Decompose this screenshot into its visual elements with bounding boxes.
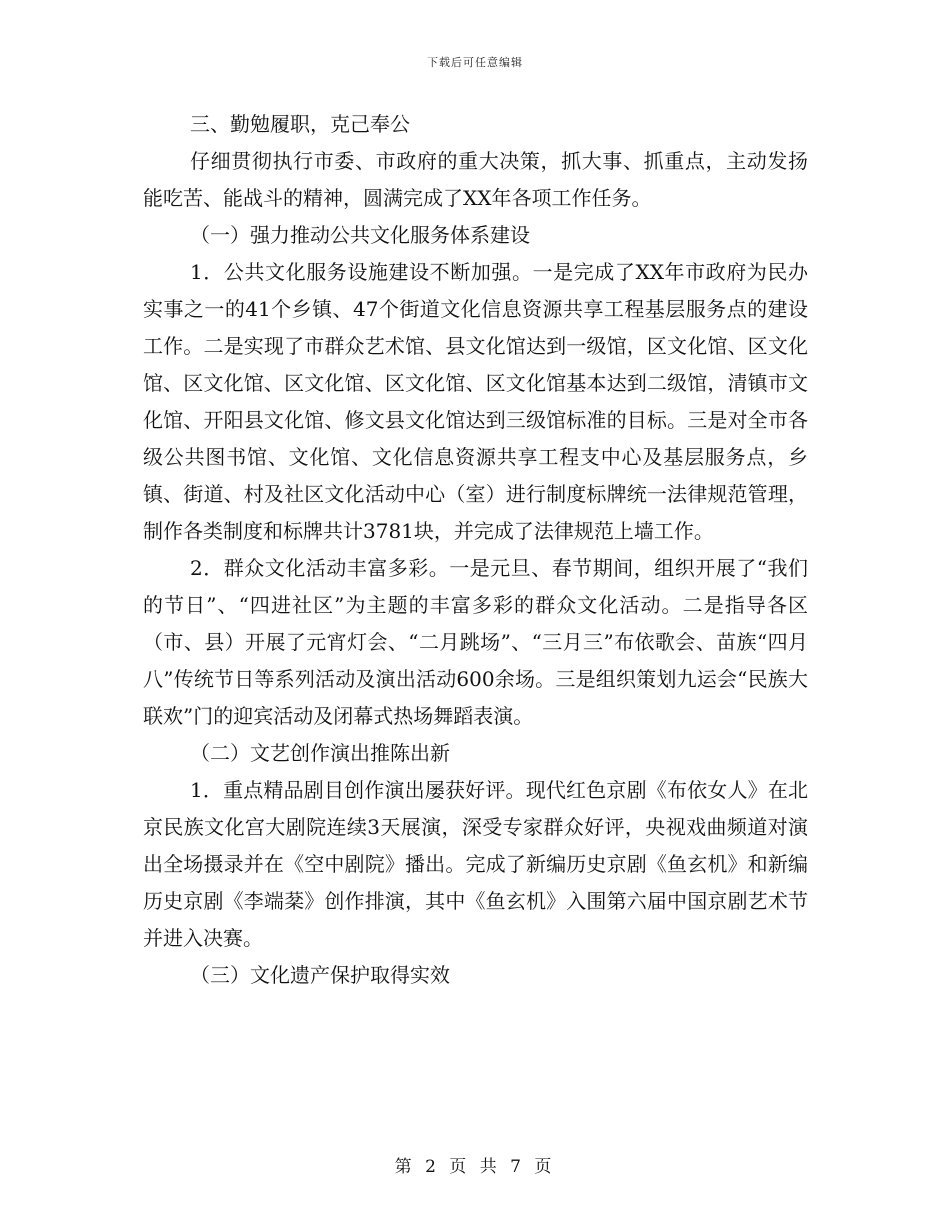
document-body (143, 106, 808, 994)
intro-paragraph: 仔细贯彻执行市委、市政府的重大决策，抓大事、抓重点，主动发扬能吃苦、能战斗的精神，圆满完成了XX年各项工作任务。 (143, 149, 808, 210)
subsection-heading-1: （一）强力推动公共文化服务体系建设 (190, 223, 530, 247)
paragraph-activities: 2．群众文化活动丰富多彩。一是元旦、春节期间，组织开展了“我们的节日”、“四进社区”为主题的丰富多彩的群众文化活动。二是指导各区（市、县）开展了元宵灯会、“二月跳场”、“三月三”布依歌会、苗族“四月八”传统节日等系列活动及演出活动600余场。三是组织策划九运会“民族大联欢”门的迎宾活动及闭幕式热场舞蹈表演。 (143, 556, 808, 728)
paragraph-facilities: 1．公共文化服务设施建设不断加强。一是完成了XX年市政府为民办实事之一的41个乡镇、47个街道文化信息资源共享工程基层服务点的建设工作。二是实现了市群众艺术馆、县文化馆达到一级馆，区文化馆、区文化馆、区文化馆、区文化馆、区文化馆、区文化馆基本达到二级馆，清镇市文化馆、开阳县文化馆、修文县文化馆达到三级馆标准的目标。三是对全市各级公共图书馆、文化馆、文化信息资源共享工程支中心及基层服务点，乡镇、街道、村及社区文化活动中心（室）进行制度标牌统一法律规范管理，制作各类制度和标牌共计3781块，并完成了法律规范上墙工作。 (143, 260, 808, 543)
page-number: 第 2 页 共 7 页 (394, 1157, 556, 1177)
section-heading: 三、勤勉履职，克己奉公 (190, 112, 410, 136)
subsection-heading-2: （二）文艺创作演出推陈出新 (190, 741, 450, 765)
subsection-heading-3: （三）文化遗产保护取得实效 (190, 963, 450, 987)
page-header-note: 下载后可任意编辑 (427, 56, 523, 69)
paragraph-drama: 1．重点精品剧目创作演出屡获好评。现代红色京剧《布依女人》在北京民族文化宫大剧院连续3天展演，深受专家群众好评，央视戏曲频道对演出全场摄录并在《空中剧院》播出。完成了新编历史京剧《鱼玄机》和新编历史京剧《李端棻》创作排演，其中《鱼玄机》入围第六届中国京剧艺术节并进入决赛。 (143, 778, 808, 950)
